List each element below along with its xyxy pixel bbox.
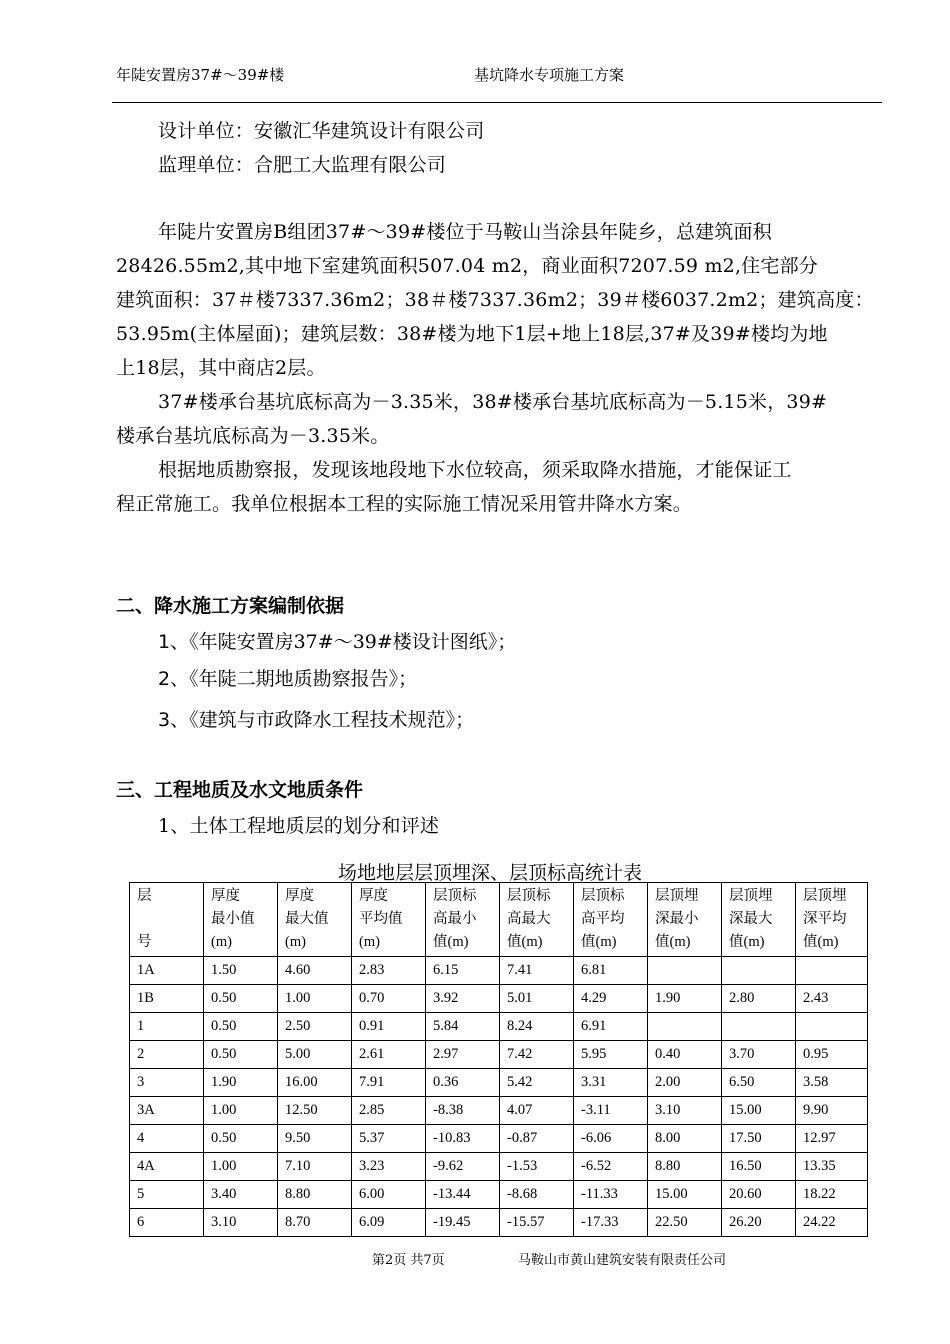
table-cell: 0.36 xyxy=(426,1069,500,1097)
table-row xyxy=(130,1181,868,1209)
basis-item-number: 2、 xyxy=(158,668,190,690)
stratum-id-cell: 4 xyxy=(130,1125,204,1153)
table-cell: 0.95 xyxy=(796,1041,868,1069)
table-cell: 3.58 xyxy=(796,1069,868,1097)
basis-item-1 xyxy=(158,627,516,654)
table-cell: -17.33 xyxy=(574,1209,648,1237)
table-row xyxy=(130,1069,868,1097)
table-cell: 6.81 xyxy=(574,957,648,985)
header-cell: 厚度 最大值 (m) xyxy=(278,883,352,957)
basis-item-2 xyxy=(158,664,417,691)
paragraph-3-line: 程正常施工。我单位根据本工程的实际施工情况采用管井降水方案。 xyxy=(116,493,693,515)
table-cell: 8.00 xyxy=(648,1125,722,1153)
table-cell: -10.83 xyxy=(426,1125,500,1153)
table-cell: 2.43 xyxy=(796,985,868,1013)
header-cell: 层顶标 高平均 值(m) xyxy=(574,883,648,957)
design-unit: 设计单位：安徽汇华建筑设计有限公司 xyxy=(158,120,485,142)
basis-item-number: 3、 xyxy=(158,709,190,731)
table-cell: 15.00 xyxy=(648,1181,722,1209)
basis-item-text: 《年陡二期地质勘察报告》； xyxy=(189,668,418,690)
section-3-heading: 三、工程地质及水文地质条件 xyxy=(116,779,364,801)
table-cell: 6.09 xyxy=(352,1209,426,1237)
table-cell: 18.22 xyxy=(796,1181,868,1209)
basis-item-text: 《年陡安置房37#～39#楼设计图纸》； xyxy=(189,631,517,653)
table-cell: -8.38 xyxy=(426,1097,500,1125)
supervision-unit: 监理单位：合肥工大监理有限公司 xyxy=(158,154,447,176)
table-cell: 4.07 xyxy=(500,1097,574,1125)
table-row xyxy=(130,1209,868,1237)
table-cell: 0.91 xyxy=(352,1013,426,1041)
table-cell: -15.57 xyxy=(500,1209,574,1237)
paragraph-2-line: 37#楼承台基坑底标高为－3.35米，38#楼承台基坑底标高为－5.15米，39# xyxy=(158,391,828,413)
table-cell: 1.00 xyxy=(278,985,352,1013)
table-cell: 12.97 xyxy=(796,1125,868,1153)
header-cell: 层顶标 高最小 值(m) xyxy=(426,883,500,957)
paragraph-1-line: 建筑面积：37＃楼7337.36m2；38＃楼7337.36m2；39＃楼6037.2m2；建筑高度： xyxy=(116,289,874,311)
table-cell: 16.00 xyxy=(278,1069,352,1097)
paragraph-3-line: 根据地质勘察报，发现该地段地下水位较高，须采取降水措施，才能保证工 xyxy=(158,459,792,481)
table-cell: 5.84 xyxy=(426,1013,500,1041)
table-cell: 5.42 xyxy=(500,1069,574,1097)
table-cell: 2.00 xyxy=(648,1069,722,1097)
table-cell: 0.50 xyxy=(204,1013,278,1041)
table-cell: 2.61 xyxy=(352,1041,426,1069)
table-cell: -9.62 xyxy=(426,1153,500,1181)
stratum-id-cell: 5 xyxy=(130,1181,204,1209)
table-cell: 6.91 xyxy=(574,1013,648,1041)
table-cell: 8.24 xyxy=(500,1013,574,1041)
table-row xyxy=(130,985,868,1013)
table-cell: 2.80 xyxy=(722,985,796,1013)
table-cell: 2.85 xyxy=(352,1097,426,1125)
paragraph-2-line: 楼承台基坑底标高为－3.35米。 xyxy=(116,425,390,447)
header-cell: 层顶埋 深最小 值(m) xyxy=(648,883,722,957)
table-cell: 8.80 xyxy=(278,1181,352,1209)
table-cell: 1.00 xyxy=(204,1153,278,1181)
header-cell: 厚度 最小值 (m) xyxy=(204,883,278,957)
table-cell: 8.80 xyxy=(648,1153,722,1181)
table-cell: 26.20 xyxy=(722,1209,796,1237)
table-cell: 7.91 xyxy=(352,1069,426,1097)
header-project-name: 年陡安置房37#～39#楼 xyxy=(116,66,285,84)
table-cell: 0.50 xyxy=(204,985,278,1013)
stratum-id-cell: 1B xyxy=(130,985,204,1013)
table-header-row xyxy=(130,883,868,957)
table-row xyxy=(130,1041,868,1069)
table-cell xyxy=(722,957,796,985)
table-cell: 7.10 xyxy=(278,1153,352,1181)
table-cell: -13.44 xyxy=(426,1181,500,1209)
header-document-title: 基坑降水专项施工方案 xyxy=(474,66,625,84)
paragraph-1-line: 28426.55m2,其中地下室建筑面积507.04 m2，商业面积7207.59 m2,住宅部分 xyxy=(116,255,818,277)
table-cell: 2.50 xyxy=(278,1013,352,1041)
table-cell: 0.70 xyxy=(352,985,426,1013)
table-cell: 1.90 xyxy=(648,985,722,1013)
table-cell xyxy=(796,957,868,985)
table-cell: 0.50 xyxy=(204,1125,278,1153)
table-cell: 6.00 xyxy=(352,1181,426,1209)
basis-item-number: 1、 xyxy=(158,631,190,653)
table-cell: 3.10 xyxy=(648,1097,722,1125)
table-cell: -3.11 xyxy=(574,1097,648,1125)
stratum-id-cell: 3 xyxy=(130,1069,204,1097)
stratum-id-cell: 1 xyxy=(130,1013,204,1041)
header-cell: 层顶埋 深最大 值(m) xyxy=(722,883,796,957)
table-cell: 8.70 xyxy=(278,1209,352,1237)
table-cell: 4.60 xyxy=(278,957,352,985)
table-cell: 3.70 xyxy=(722,1041,796,1069)
basis-item-3 xyxy=(158,705,474,732)
table-cell: 0.50 xyxy=(204,1041,278,1069)
table-cell xyxy=(722,1013,796,1041)
table-cell: 15.00 xyxy=(722,1097,796,1125)
header-divider xyxy=(112,102,882,103)
table-cell: 1.00 xyxy=(204,1097,278,1125)
table-cell: 2.97 xyxy=(426,1041,500,1069)
table-cell: 22.50 xyxy=(648,1209,722,1237)
table-cell: 6.15 xyxy=(426,957,500,985)
table-cell xyxy=(796,1013,868,1041)
stratum-id-cell: 4A xyxy=(130,1153,204,1181)
table-cell: 16.50 xyxy=(722,1153,796,1181)
header-cell: 层顶标 高最大 值(m) xyxy=(500,883,574,957)
table-cell: 3.40 xyxy=(204,1181,278,1209)
table-cell: 7.42 xyxy=(500,1041,574,1069)
stratum-id-cell: 2 xyxy=(130,1041,204,1069)
basis-item-text: 《建筑与市政降水工程技术规范》； xyxy=(189,709,475,731)
table-cell: 2.83 xyxy=(352,957,426,985)
table-cell: 6.50 xyxy=(722,1069,796,1097)
table-cell: 1.90 xyxy=(204,1069,278,1097)
table-cell: 24.22 xyxy=(796,1209,868,1237)
table-body xyxy=(130,957,868,1237)
table-row xyxy=(130,957,868,985)
table-cell: 3.92 xyxy=(426,985,500,1013)
stratum-id-cell: 1A xyxy=(130,957,204,985)
paragraph-1-line: 年陡片安置房B组团37#～39#楼位于马鞍山当涂县年陡乡，总建筑面积 xyxy=(158,221,772,243)
table-cell: -11.33 xyxy=(574,1181,648,1209)
section-2-heading: 二、降水施工方案编制依据 xyxy=(116,595,345,617)
table-cell: -0.87 xyxy=(500,1125,574,1153)
section-3-subheading: 1、土体工程地质层的划分和评述 xyxy=(158,815,440,837)
stratum-id-cell: 3A xyxy=(130,1097,204,1125)
table-cell: 13.35 xyxy=(796,1153,868,1181)
table-cell: 5.37 xyxy=(352,1125,426,1153)
table-row xyxy=(130,1153,868,1181)
table-cell: 3.31 xyxy=(574,1069,648,1097)
table-cell: -6.06 xyxy=(574,1125,648,1153)
table-cell: 9.90 xyxy=(796,1097,868,1125)
footer-company: 马鞍山市黄山建筑安装有限责任公司 xyxy=(518,1253,727,1268)
table-cell: 5.00 xyxy=(278,1041,352,1069)
table-cell: -8.68 xyxy=(500,1181,574,1209)
paragraph-1-line: 上18层，其中商店2层。 xyxy=(116,357,326,379)
stratum-id-cell: 6 xyxy=(130,1209,204,1237)
table-cell: 17.50 xyxy=(722,1125,796,1153)
table-cell: -19.45 xyxy=(426,1209,500,1237)
table-cell: 7.41 xyxy=(500,957,574,985)
table-row xyxy=(130,1097,868,1125)
table-cell: -6.52 xyxy=(574,1153,648,1181)
paragraph-1-line: 53.95m(主体屋面)；建筑层数：38#楼为地下1层+地上18层,37#及39#楼均为地 xyxy=(116,323,828,345)
header-cell: 厚度 平均值 (m) xyxy=(352,883,426,957)
table-cell: 3.10 xyxy=(204,1209,278,1237)
header-cell: 层顶埋 深平均 值(m) xyxy=(796,883,868,957)
table-cell: 1.50 xyxy=(204,957,278,985)
table-title: 场地地层层顶埋深、层顶标高统计表 xyxy=(338,862,643,884)
table-cell: 4.29 xyxy=(574,985,648,1013)
table-cell xyxy=(648,957,722,985)
table-cell: 0.40 xyxy=(648,1041,722,1069)
table-row xyxy=(130,1013,868,1041)
table-cell: 20.60 xyxy=(722,1181,796,1209)
table-cell: -1.53 xyxy=(500,1153,574,1181)
table-cell: 5.01 xyxy=(500,985,574,1013)
table-cell xyxy=(648,1013,722,1041)
table-cell: 12.50 xyxy=(278,1097,352,1125)
table-cell: 9.50 xyxy=(278,1125,352,1153)
stratum-statistics-table xyxy=(129,882,868,1237)
table-cell: 5.95 xyxy=(574,1041,648,1069)
table-row xyxy=(130,1125,868,1153)
header-cell: 层 号 xyxy=(130,883,204,957)
footer-page-number: 第2页 共7页 xyxy=(372,1253,445,1268)
table-cell: 3.23 xyxy=(352,1153,426,1181)
